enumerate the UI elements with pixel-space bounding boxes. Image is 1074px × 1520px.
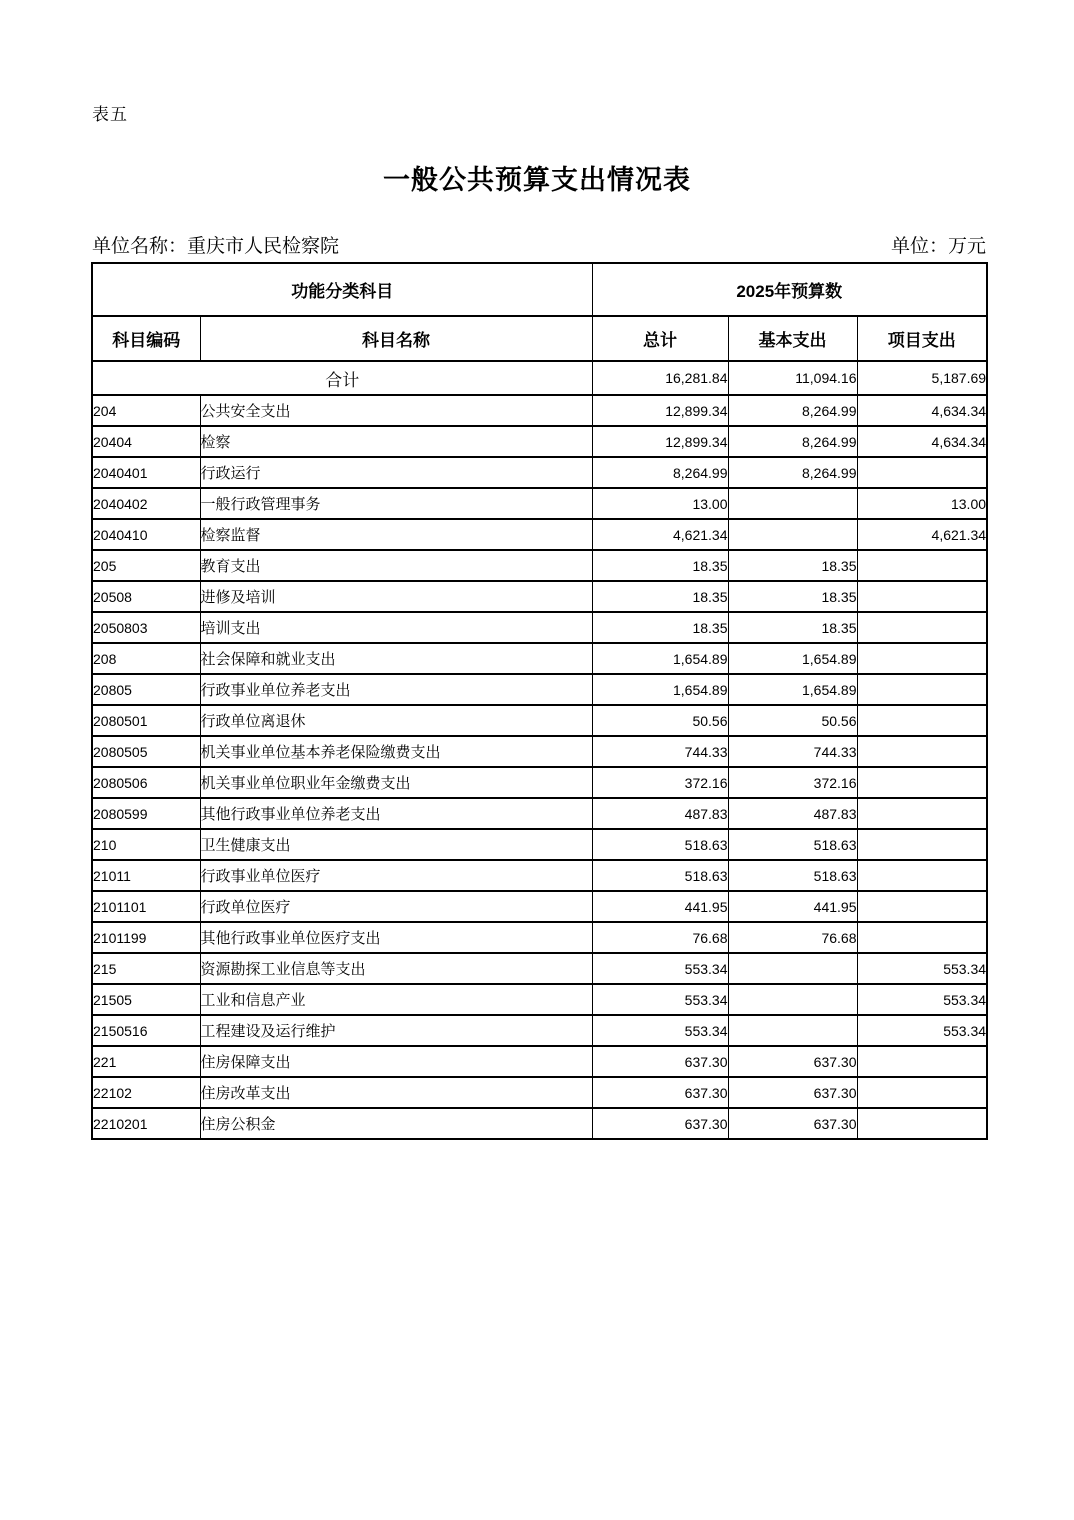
subject-name-cell: 公共安全支出 (200, 395, 592, 426)
subject-code-cell: 22102 (92, 1077, 200, 1108)
header-columns-row (92, 316, 987, 361)
project-value-cell (857, 1077, 987, 1108)
grand-basic-value: 11,094.16 (728, 361, 857, 395)
unit-of-measure: 单位：万元 (890, 236, 986, 257)
table-row (92, 829, 987, 860)
project-value-cell: 553.34 (857, 984, 987, 1015)
table-body (92, 361, 987, 1139)
subject-name-cell: 行政运行 (200, 457, 592, 488)
table-row (92, 860, 987, 891)
subject-code-cell: 204 (92, 395, 200, 426)
subject-name-cell: 其他行政事业单位医疗支出 (200, 922, 592, 953)
subject-name-cell: 培训支出 (200, 612, 592, 643)
total-value-cell: 1,654.89 (592, 643, 728, 674)
table-row (92, 550, 987, 581)
project-value-cell: 13.00 (857, 488, 987, 519)
project-value-cell (857, 581, 987, 612)
basic-value-cell (728, 488, 857, 519)
table-row (92, 705, 987, 736)
basic-value-cell: 1,654.89 (728, 674, 857, 705)
subject-name-cell: 行政单位医疗 (200, 891, 592, 922)
table-row (92, 1015, 987, 1046)
table-row (92, 581, 987, 612)
subject-name-cell: 其他行政事业单位养老支出 (200, 798, 592, 829)
project-value-cell (857, 798, 987, 829)
subject-name-cell: 一般行政管理事务 (200, 488, 592, 519)
table-row (92, 984, 987, 1015)
grand-total-label: 合计 (92, 361, 592, 395)
subject-name-cell: 住房公积金 (200, 1108, 592, 1139)
header-budget-year: 2025年预算数 (592, 263, 987, 316)
basic-value-cell: 8,264.99 (728, 395, 857, 426)
project-value-cell (857, 705, 987, 736)
subject-name-cell: 资源勘探工业信息等支出 (200, 953, 592, 984)
total-value-cell: 12,899.34 (592, 426, 728, 457)
project-value-cell: 4,634.34 (857, 395, 987, 426)
project-value-cell (857, 736, 987, 767)
total-value-cell: 518.63 (592, 829, 728, 860)
project-value-cell (857, 860, 987, 891)
basic-value-cell: 8,264.99 (728, 426, 857, 457)
project-value-cell (857, 922, 987, 953)
basic-value-cell: 744.33 (728, 736, 857, 767)
table-row (92, 736, 987, 767)
basic-value-cell: 8,264.99 (728, 457, 857, 488)
basic-value-cell: 441.95 (728, 891, 857, 922)
doc-label: 表五 (92, 105, 128, 124)
total-value-cell: 553.34 (592, 1015, 728, 1046)
total-value-cell: 744.33 (592, 736, 728, 767)
budget-table (91, 262, 988, 1140)
subject-code-cell: 2150516 (92, 1015, 200, 1046)
total-value-cell: 13.00 (592, 488, 728, 519)
total-value-cell: 1,654.89 (592, 674, 728, 705)
total-value-cell: 12,899.34 (592, 395, 728, 426)
basic-value-cell: 518.63 (728, 829, 857, 860)
total-value-cell: 372.16 (592, 767, 728, 798)
subject-code-cell: 210 (92, 829, 200, 860)
project-value-cell (857, 643, 987, 674)
project-value-cell (857, 767, 987, 798)
subject-code-cell: 2080501 (92, 705, 200, 736)
basic-value-cell: 18.35 (728, 612, 857, 643)
basic-value-cell: 1,654.89 (728, 643, 857, 674)
project-value-cell (857, 1108, 987, 1139)
grand-project-value: 5,187.69 (857, 361, 987, 395)
subject-code-cell: 2080599 (92, 798, 200, 829)
project-value-cell: 4,634.34 (857, 426, 987, 457)
subject-name-cell: 检察监督 (200, 519, 592, 550)
total-value-cell: 76.68 (592, 922, 728, 953)
project-value-cell: 553.34 (857, 953, 987, 984)
page-title: 一般公共预算支出情况表 (383, 165, 691, 195)
table-row (92, 1108, 987, 1139)
subject-name-cell: 行政单位离退休 (200, 705, 592, 736)
total-value-cell: 637.30 (592, 1077, 728, 1108)
info-row (92, 231, 986, 258)
subject-name-cell: 社会保障和就业支出 (200, 643, 592, 674)
subject-name-cell: 机关事业单位职业年金缴费支出 (200, 767, 592, 798)
project-value-cell (857, 829, 987, 860)
basic-value-cell: 18.35 (728, 581, 857, 612)
subject-code-cell: 208 (92, 643, 200, 674)
subject-name-cell: 机关事业单位基本养老保险缴费支出 (200, 736, 592, 767)
subject-name-cell: 进修及培训 (200, 581, 592, 612)
grand-total-row (92, 361, 987, 395)
header-function-category: 功能分类科目 (92, 263, 592, 316)
subject-code-cell: 2050803 (92, 612, 200, 643)
basic-value-cell (728, 1015, 857, 1046)
table-row (92, 643, 987, 674)
total-value-cell: 487.83 (592, 798, 728, 829)
table-row (92, 922, 987, 953)
basic-value-cell: 637.30 (728, 1046, 857, 1077)
basic-value-cell: 76.68 (728, 922, 857, 953)
total-value-cell: 8,264.99 (592, 457, 728, 488)
subject-name-cell: 行政事业单位养老支出 (200, 674, 592, 705)
subject-code-cell: 2101199 (92, 922, 200, 953)
table-row (92, 798, 987, 829)
project-value-cell (857, 550, 987, 581)
subject-name-cell: 住房保障支出 (200, 1046, 592, 1077)
table-row (92, 488, 987, 519)
project-value-cell (857, 612, 987, 643)
table-row (92, 767, 987, 798)
total-value-cell: 553.34 (592, 984, 728, 1015)
total-value-cell: 4,621.34 (592, 519, 728, 550)
subject-code-cell: 2040401 (92, 457, 200, 488)
basic-value-cell (728, 953, 857, 984)
subject-code-cell: 215 (92, 953, 200, 984)
total-value-cell: 18.35 (592, 612, 728, 643)
subject-name-cell: 工程建设及运行维护 (200, 1015, 592, 1046)
basic-value-cell (728, 519, 857, 550)
table-row (92, 612, 987, 643)
table-row (92, 674, 987, 705)
table-row (92, 395, 987, 426)
total-value-cell: 18.35 (592, 550, 728, 581)
total-value-cell: 441.95 (592, 891, 728, 922)
subject-code-cell: 20805 (92, 674, 200, 705)
project-value-cell: 4,621.34 (857, 519, 987, 550)
basic-value-cell: 487.83 (728, 798, 857, 829)
subject-name-cell: 行政事业单位医疗 (200, 860, 592, 891)
total-value-cell: 50.56 (592, 705, 728, 736)
subject-code-cell: 221 (92, 1046, 200, 1077)
subject-code-cell: 2101101 (92, 891, 200, 922)
table-row (92, 891, 987, 922)
table-row (92, 1077, 987, 1108)
table-row (92, 519, 987, 550)
header-project-expenditure: 项目支出 (857, 316, 987, 361)
subject-name-cell: 教育支出 (200, 550, 592, 581)
header-subject-code: 科目编码 (92, 316, 200, 361)
project-value-cell (857, 674, 987, 705)
project-value-cell (857, 891, 987, 922)
header-total: 总计 (592, 316, 728, 361)
subject-name-cell: 工业和信息产业 (200, 984, 592, 1015)
basic-value-cell: 18.35 (728, 550, 857, 581)
unit-name: 单位名称：重庆市人民检察院 (92, 236, 340, 257)
basic-value-cell: 637.30 (728, 1108, 857, 1139)
total-value-cell: 637.30 (592, 1108, 728, 1139)
total-value-cell: 518.63 (592, 860, 728, 891)
header-group-row (92, 263, 987, 316)
total-value-cell: 553.34 (592, 953, 728, 984)
subject-code-cell: 2210201 (92, 1108, 200, 1139)
header-subject-name: 科目名称 (200, 316, 592, 361)
subject-name-cell: 住房改革支出 (200, 1077, 592, 1108)
subject-code-cell: 2080505 (92, 736, 200, 767)
subject-code-cell: 21011 (92, 860, 200, 891)
subject-code-cell: 20508 (92, 581, 200, 612)
project-value-cell: 553.34 (857, 1015, 987, 1046)
basic-value-cell (728, 984, 857, 1015)
subject-code-cell: 21505 (92, 984, 200, 1015)
grand-total-value: 16,281.84 (592, 361, 728, 395)
table-row (92, 953, 987, 984)
subject-name-cell: 检察 (200, 426, 592, 457)
table-row (92, 426, 987, 457)
table-row (92, 457, 987, 488)
subject-code-cell: 20404 (92, 426, 200, 457)
subject-name-cell: 卫生健康支出 (200, 829, 592, 860)
subject-code-cell: 2040402 (92, 488, 200, 519)
subject-code-cell: 205 (92, 550, 200, 581)
basic-value-cell: 372.16 (728, 767, 857, 798)
subject-code-cell: 2080506 (92, 767, 200, 798)
basic-value-cell: 637.30 (728, 1077, 857, 1108)
header-basic-expenditure: 基本支出 (728, 316, 857, 361)
subject-code-cell: 2040410 (92, 519, 200, 550)
table-row (92, 1046, 987, 1077)
project-value-cell (857, 457, 987, 488)
total-value-cell: 18.35 (592, 581, 728, 612)
project-value-cell (857, 1046, 987, 1077)
basic-value-cell: 50.56 (728, 705, 857, 736)
total-value-cell: 637.30 (592, 1046, 728, 1077)
basic-value-cell: 518.63 (728, 860, 857, 891)
